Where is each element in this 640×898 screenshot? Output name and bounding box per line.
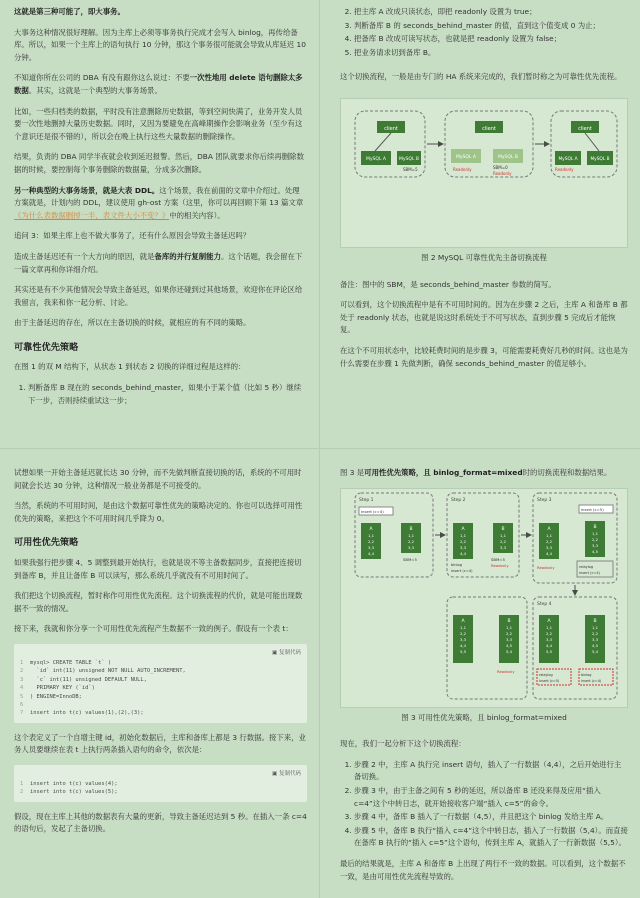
svg-text:B: B (501, 526, 505, 532)
code-text: insert into t(c) values(5); (30, 789, 118, 796)
row-value: 5,4 (505, 648, 513, 654)
row-value: 4,4 (545, 642, 553, 648)
row-value: 3,3 (591, 636, 599, 642)
svg-text:insert (c=4): insert (c=4) (579, 570, 600, 575)
state-box-2 (445, 111, 533, 177)
row-value: 2,2 (545, 630, 553, 636)
svg-text:Readonly: Readonly (453, 166, 472, 172)
list-item: 5. 把业务请求切到备库 B。 (354, 47, 628, 60)
code-line (20, 684, 301, 692)
paragraph: 备注：图中的 SBM，是 seconds_behind_master 参数的简写。 (340, 279, 556, 289)
svg-text:A: A (547, 526, 551, 532)
code-line (20, 693, 301, 701)
code-text: `c` int(11) unsigned DEFAULT NULL, (30, 676, 147, 683)
code-text: ) ENGINE=InnoDB; (30, 693, 82, 700)
row-value: 2,2 (407, 538, 415, 544)
svg-text:Step 3: Step 3 (537, 497, 552, 503)
row-value: 1,1 (499, 532, 507, 538)
svg-text:insert (c=4): insert (c=4) (581, 678, 602, 683)
paragraph: 图 3 是可用性优先策略，且 binlog_format=mixed时的切换流程和数据结果。 (340, 468, 612, 477)
code-block-inserts (14, 765, 307, 802)
row-value: 2,2 (505, 630, 513, 636)
article-link[interactable]: 《为什么表数据删掉一半，表文件大小不变？》 (14, 210, 170, 220)
step-2-box (447, 493, 519, 577)
steps-list (14, 382, 307, 407)
paragraph: 结果，负责的 DBA 同学半夜就会收到延迟报警。然后，DBA 团队就要求你后续再删除数据的时候，要控制每个事务删除的数据量，分成多次删除。 (14, 152, 304, 174)
line-number: 2 (20, 668, 24, 675)
state-box-1 (355, 111, 425, 177)
svg-text:insert (c=4): insert (c=4) (361, 508, 384, 514)
svg-text:B: B (593, 618, 597, 624)
paragraph: 在这个不可用状态中，比较耗费时间的是步骤 3，可能需要耗费好几秒的时间。这也是为什么需要在步骤 1 先做判断，确保 seconds_behind_master 的值足够小。 (340, 345, 628, 368)
article-page-1 (0, 0, 320, 449)
row-value: 3,3 (545, 544, 553, 550)
code-block-create-table (14, 644, 307, 723)
list-item: 1. 判断备库 B 现在的 seconds_behind_master，如果小于某个值（比如 5 秒）继续下一步，否则持续重试这一步； (28, 382, 307, 407)
line-number: 1 (20, 780, 24, 787)
list-item: 3. 判断备库 B 的 seconds_behind_master 的值，直到这个值变成 0 为止； (354, 20, 628, 33)
svg-text:Step 4: Step 4 (537, 601, 552, 607)
paragraph: 如果我强行把步骤 4、5 调整到最开始执行，也就是说不等主备数据同步，直接把连接切到备库 B，并且让备库 B 可以读写，那么系统几乎就没有不可用时间了。 (14, 557, 302, 580)
row-value: 3,3 (459, 544, 467, 550)
line-number: 3 (20, 676, 24, 683)
step-1-box (355, 493, 433, 577)
svg-text:insert (c=5): insert (c=5) (539, 678, 560, 683)
row-value: 3,3 (545, 636, 553, 642)
paragraph: 这个表定义了一个自增主键 id，初始化数据后，主库和备库上都是 3 行数据。接下来，业务人员要继续在表 t 上执行两条插入语句的命令，依次是： (14, 732, 306, 755)
code-text: insert into t(c) values(4); (30, 780, 118, 787)
svg-text:relaylog: relaylog (579, 564, 594, 569)
svg-text:A: A (461, 618, 465, 624)
svg-text:relaylog: relaylog (539, 672, 553, 677)
row-value: 5,5 (459, 648, 467, 654)
figure-2-diagram (340, 98, 628, 248)
code-text: insert into t(c) values(1),(2),(3); (30, 710, 144, 717)
copy-code-button[interactable]: ▣ 复制代码 (272, 649, 301, 656)
paragraph: 试想如果一开始主备延迟就长达 30 分钟，而不先做判断直接切换的话，系统的不可用时间就会长达 30 分钟，这种情况一般业务都是不可接受的。 (14, 468, 302, 490)
paragraph: 追问 3：如果主库上也不做大事务了，还有什么原因会导致主备延迟吗？ (14, 231, 251, 241)
row-value: 1,1 (505, 624, 513, 630)
paragraph: 大事务这种情况很好理解。因为主库上必须等事务执行完成才会写入 binlog，再传给备库。所以，如果一个主库上的语句执行 10 分钟，那这个事务很可能就会导致从库延迟 10 分钟。 (14, 27, 306, 62)
paragraph: 现在，我们一起分析下这个切换流程： (340, 739, 466, 749)
line-number: 4 (20, 685, 24, 692)
code-line (20, 701, 301, 709)
row-value: 2,2 (591, 630, 599, 636)
svg-text:SBM=5: SBM=5 (403, 166, 418, 172)
row-value: 4,5 (505, 642, 513, 648)
svg-text:client: client (578, 125, 592, 132)
list-item: 4. 把备库 B 改成可读写状态，也就是把 readonly 设置为 false； (354, 33, 628, 46)
row-value: 5,5 (545, 648, 553, 654)
svg-text:Readonly: Readonly (555, 166, 574, 172)
row-value: 3,3 (499, 544, 507, 550)
code-lines (20, 780, 301, 797)
svg-text:B: B (593, 524, 597, 530)
svg-text:MySQL A: MySQL A (456, 154, 476, 160)
code-lines (20, 659, 301, 718)
svg-text:binlog: binlog (451, 562, 463, 567)
svg-text:Step 1: Step 1 (359, 497, 374, 503)
svg-text:MySQL B: MySQL B (590, 156, 610, 162)
svg-text:Readonly: Readonly (537, 564, 555, 570)
copy-code-button[interactable]: ▣ 复制代码 (272, 770, 301, 777)
paragraph: 不知道你所在公司的 DBA 有没有跟你这么说过：不要一次性地用 delete 语句删除太多数据。其实，这就是一个典型的大事务场景。 (14, 73, 303, 95)
row-value: 2,2 (545, 538, 553, 544)
figure-caption: 图 2 MySQL 可靠性优先主备切换流程 (421, 252, 547, 262)
svg-text:A: A (547, 618, 551, 624)
step-result-box (447, 597, 527, 699)
row-value: 4,4 (545, 550, 553, 556)
row-value: 1,1 (591, 530, 599, 536)
list-item: 2. 把主库 A 改成只读状态，即把 readonly 设置为 true； (354, 6, 628, 19)
paragraph: 造成主备延迟还有一个大方向的原因，就是备库的并行复制能力。这个话题，我会留在下一篇文章再和你详细介绍。 (14, 251, 303, 274)
line-number: 2 (20, 789, 24, 796)
svg-text:A: A (461, 526, 465, 532)
step-4-box (533, 597, 617, 699)
list-item: 4. 步骤 5 中，备库 B 执行“插入 c=4”这个中转日志，插入了一行数据（5,4）。而直接在备库 B 执行的“插入 c=5”这个语句，传到主库 A，就插入了一行新数据（5,5）。 (354, 825, 628, 850)
line-number: 6 (20, 701, 24, 708)
svg-text:binlog: binlog (581, 672, 592, 677)
svg-text:MySQL B: MySQL B (399, 156, 419, 162)
svg-text:A: A (369, 526, 373, 532)
row-value: 4,4 (367, 550, 375, 556)
paragraph: 其实还是有不少其他情况会导致主备延迟，如果你还碰到过其他场景，欢迎你在评论区给我留言，我来和你一起分析、讨论。 (14, 285, 303, 307)
code-text: mysql> CREATE TABLE `t` ( (30, 659, 112, 666)
row-value: 3,3 (367, 544, 375, 550)
row-value: 3,3 (591, 542, 599, 548)
row-value: 1,1 (367, 532, 375, 538)
figure-caption: 图 3 可用性优先策略，且 binlog_format=mixed (401, 712, 567, 722)
row-value: 1,1 (545, 624, 553, 630)
row-value: 1,1 (591, 624, 599, 630)
row-value: 1,1 (545, 532, 553, 538)
code-line (20, 780, 301, 788)
row-value: 3,3 (505, 636, 513, 642)
paragraph: 这就是第三种可能了，即大事务。 (14, 7, 125, 16)
list-item: 2. 步骤 3 中，由于主备之间有 5 秒的延迟，所以备库 B 还没来得及应用“插入 c=4”这个中转日志，就开始接收客户端“插入 c=5”的命令。 (354, 785, 628, 810)
svg-text:Readonly: Readonly (491, 562, 509, 568)
paragraph: 最后的结果就是，主库 A 和备库 B 上出现了两行不一致的数据。可以看到，这个数据不一致，是由可用性优先流程导致的。 (340, 858, 626, 881)
svg-text:MySQL A: MySQL A (558, 156, 578, 162)
row-value: 2,2 (459, 630, 467, 636)
row-value: 3,3 (459, 636, 467, 642)
paragraph: 由于主备延迟的存在，所以在主备切换的时候，就相应的有不同的策略。 (14, 318, 251, 328)
paragraph: 当然，系统的不可用时间，是由这个数据可靠性优先的策略决定的。你也可以选择可用性优先的策略，来把这个不可用时间几乎降为 0。 (14, 501, 303, 523)
state-box-3 (551, 111, 617, 177)
code-line (20, 709, 301, 717)
svg-text:insert (c=5): insert (c=5) (581, 506, 604, 512)
svg-text:B: B (409, 526, 413, 532)
code-text: `id` int(11) unsigned NOT NULL AUTO_INCREMENT, (30, 668, 186, 675)
svg-text:Readonly: Readonly (497, 668, 515, 674)
row-value: 2,2 (499, 538, 507, 544)
svg-text:B: B (507, 618, 511, 624)
row-value: 1,1 (407, 532, 415, 538)
steps-list (340, 759, 628, 850)
row-value: 5,4 (591, 648, 599, 654)
row-value: 4,5 (591, 548, 599, 554)
paragraph: 在图 1 的双 M 结构下，从状态 1 到状态 2 切换的详细过程是这样的： (14, 362, 246, 372)
steps-list (340, 6, 628, 59)
article-page-4 (320, 449, 640, 898)
row-value: 2,2 (367, 538, 375, 544)
article-page-2 (320, 0, 640, 449)
code-text: PRIMARY KEY (`id`) (30, 685, 95, 692)
code-line (20, 788, 301, 796)
svg-text:client: client (482, 125, 496, 132)
svg-text:MySQL B: MySQL B (498, 154, 518, 160)
row-value: 4,4 (459, 550, 467, 556)
svg-text:MySQL A: MySQL A (366, 156, 386, 162)
line-number: 1 (20, 659, 24, 666)
row-value: 4,4 (459, 642, 467, 648)
paragraph: 可以看到，这个切换流程中是有不可用时间的。因为在步骤 2 之后，主库 A 和备库 B 都处于 readonly 状态，也就是说这时系统处于不可写状态，直到步骤 5 完成后才能恢复。 (340, 300, 628, 335)
row-value: 3,3 (407, 544, 415, 550)
paragraph: 另一种典型的大事务场景，就是大表 DDL。这个场景，我在前面的文章中介绍过。处理方案就是，计划内的 DDL，建议使用 gh-ost 方案（这里，你可以再回顾下第 13 篇文章《为什么表数据删掉一半，表文件大小不变？》中的相关内容）。 (14, 185, 304, 220)
article-page-3 (0, 449, 320, 898)
section-heading: 可用性优先策略 (14, 537, 79, 549)
svg-text:insert (c=4): insert (c=4) (451, 568, 473, 573)
paragraph: 这个切换流程，一般是由专门的 HA 系统来完成的，我们暂时称之为可靠性优先流程。 (340, 72, 622, 82)
figure-3-diagram (340, 488, 628, 708)
row-value: 1,1 (459, 532, 467, 538)
list-item: 1. 步骤 2 中，主库 A 执行完 insert 语句，插入了一行数据（4,4），之后开始进行主备切换。 (354, 759, 628, 784)
row-value: 2,2 (459, 538, 467, 544)
step-3-box (533, 493, 617, 583)
section-heading: 可靠性优先策略 (14, 341, 79, 353)
paragraph: 假设，现在主库上其他的数据表有大量的更新，导致主备延迟达到 5 秒。在插入一条 c=4 的语句后，发起了主备切换。 (14, 811, 307, 834)
line-number: 5 (20, 693, 24, 700)
code-line (20, 667, 301, 675)
svg-text:Readonly: Readonly (493, 170, 512, 176)
code-line (20, 676, 301, 684)
svg-text:SBM=5: SBM=5 (403, 556, 417, 562)
line-number: 7 (20, 710, 24, 717)
row-value: 4,5 (591, 642, 599, 648)
svg-text:client: client (384, 125, 398, 132)
row-value: 2,2 (591, 536, 599, 542)
paragraph: 比如，一些归档类的数据，平时没有注意删除历史数据，等到空间快满了，业务开发人员要一次性地删掉大量历史数据。同时，又因为要避免在高峰期操作会影响业务（至少有这个意识还是很不错的），所以会在晚上执行这些大量数据的删除操作。 (14, 106, 303, 141)
svg-text:SBM=5: SBM=5 (491, 556, 505, 562)
list-item: 3. 步骤 4 中，备库 B 插入了一行数据（4,5），并且把这个 binlog 发给主库 A。 (354, 811, 628, 824)
svg-text:SBM=0: SBM=0 (493, 164, 508, 170)
code-line (20, 659, 301, 667)
row-value: 1,1 (459, 624, 467, 630)
paragraph: 接下来，我就和你分享一个可用性优先流程产生数据不一致的例子。假设有一个表 t： (14, 624, 293, 634)
paragraph: 我们把这个切换流程，暂时称作可用性优先流程。这个切换流程的代价，就是可能出现数据不一致的情况。 (14, 591, 303, 613)
svg-text:Step 2: Step 2 (451, 497, 466, 503)
